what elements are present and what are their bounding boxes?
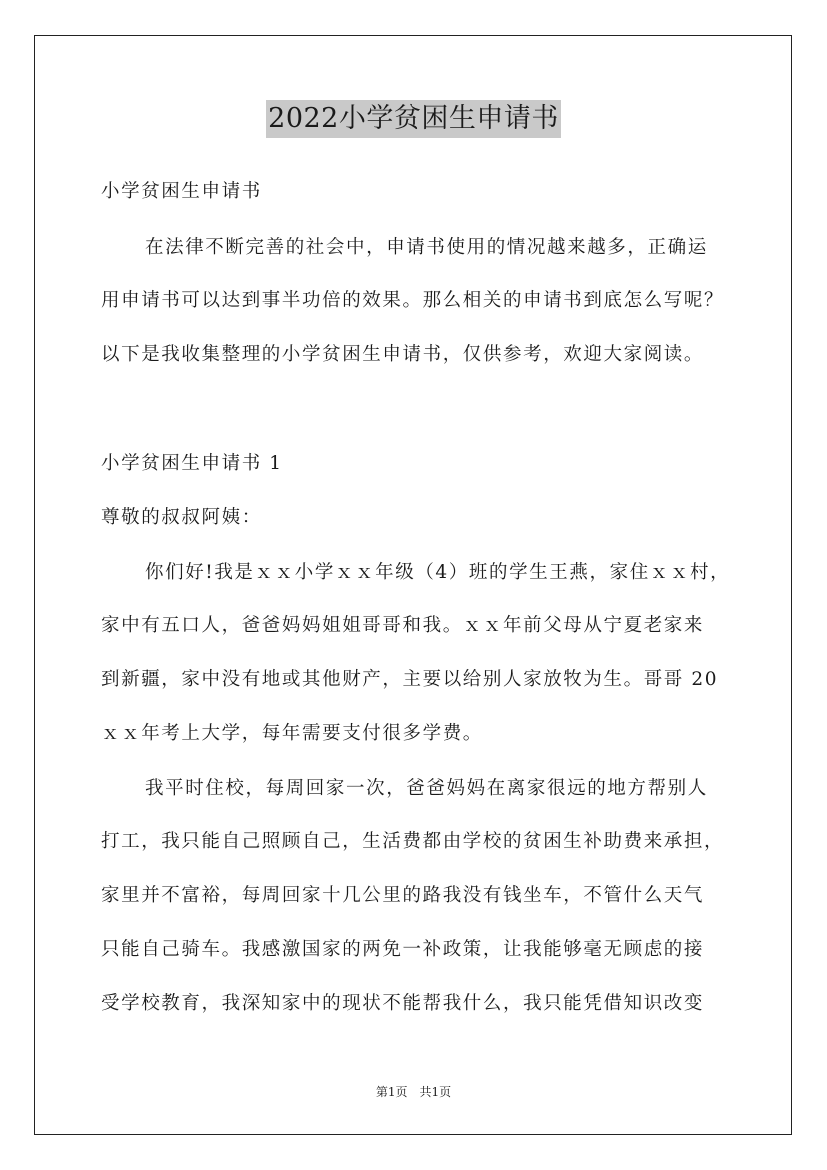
section-heading: 小学贫困生申请书 1 bbox=[101, 453, 283, 474]
title-container bbox=[0, 100, 827, 138]
paragraph-line: 以下是我收集整理的小学贫困生申请书，仅供参考，欢迎大家阅读。 bbox=[101, 344, 705, 365]
paragraph-line: 家中有五口人，爸爸妈妈姐姐哥哥和我。ｘｘ年前父母从宁夏老家来 bbox=[101, 615, 705, 636]
subtitle-line: 小学贫困生申请书 bbox=[101, 181, 262, 202]
paragraph-line: 家里并不富裕，每周回家十几公里的路我没有钱坐车，不管什么天气 bbox=[101, 885, 705, 906]
salutation: 尊敬的叔叔阿姨： bbox=[101, 507, 262, 528]
page-footer: 第1页 共1页 bbox=[375, 1085, 452, 1099]
paragraph-line: ｘｘ年考上大学，每年需要支付很多学费。 bbox=[101, 723, 483, 744]
paragraph-line: 只能自己骑车。我感激国家的两免一补政策，让我能够毫无顾虑的接 bbox=[101, 939, 705, 960]
paragraph-line: 到新疆，家中没有地或其他财产，主要以给别人家放牧为生。哥哥 20 bbox=[101, 669, 719, 690]
paragraph-line: 我平时住校，每周回家一次，爸爸妈妈在离家很远的地方帮别人 bbox=[145, 778, 708, 799]
paragraph-line: 打工，我只能自己照顾自己，生活费都由学校的贫困生补助费来承担， bbox=[101, 831, 725, 852]
document-title: 2022小学贫困生申请书 bbox=[266, 100, 561, 138]
paragraph-line: 在法律不断完善的社会中，申请书使用的情况越来越多，正确运 bbox=[145, 237, 708, 258]
paragraph-line: 受学校教育，我深知家中的现状不能帮我什么，我只能凭借知识改变 bbox=[101, 993, 705, 1014]
paragraph-line: 你们好!我是ｘｘ小学ｘｘ年级（4）班的学生王燕，家住ｘｘ村， bbox=[145, 562, 731, 583]
paragraph-line: 用申请书可以达到事半功倍的效果。那么相关的申请书到底怎么写呢？ bbox=[101, 290, 725, 311]
